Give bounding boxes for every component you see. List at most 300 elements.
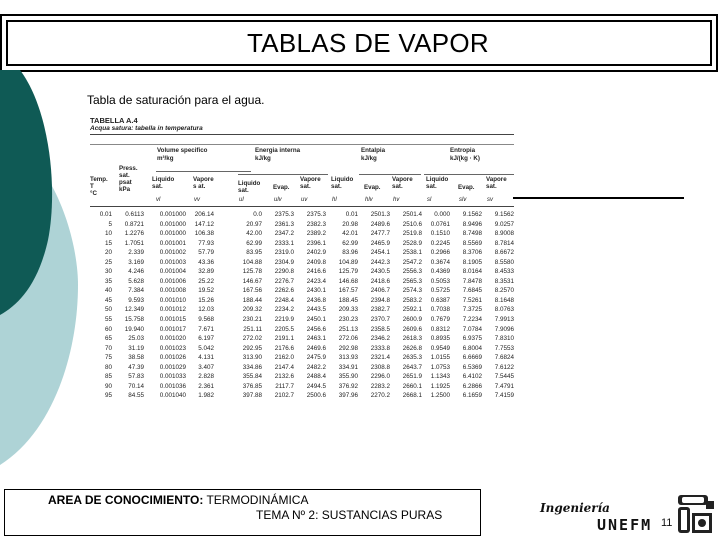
table-cell: 0.0761 [430,220,450,228]
entropy-group-line [424,174,514,175]
table-cell: 104.88 [242,258,262,266]
table-row [86,325,518,335]
table-row [86,363,518,373]
table-row [86,220,518,230]
table-cell: 8.0164 [462,268,482,276]
group-enthalpy-unit: kJ/kg [361,155,377,162]
table-cell: 7.6824 [494,354,514,362]
table-cell: 2668.1 [402,392,422,400]
logo-top-text: Ingeniería [540,501,610,515]
table-cell: 292.95 [242,344,262,352]
table-cell: 2361.3 [274,220,294,228]
table-cell: 2319.0 [274,249,294,257]
group-enthalpy: Entalpia [361,147,386,154]
table-cell: 2321.4 [370,354,390,362]
table-cell: 272.02 [242,335,262,343]
table-cell: 147.12 [194,220,214,228]
table-cell: 7.8310 [494,335,514,343]
col-header-vl: Liquido sat. [152,176,175,190]
table-cell: 0.001029 [159,363,186,371]
table-row [86,239,518,249]
table-cell: 2465.9 [370,239,390,247]
sym-vl: vl [156,197,161,203]
table-cell: 2.339 [128,249,144,257]
table-cell: 2346.2 [370,335,390,343]
table-cell: 104.89 [338,258,358,266]
col-header-sl: Liquido sat. [426,176,449,190]
table-cell: 9.568 [198,316,214,324]
table-cell: 0.000 [434,211,450,218]
table-cell: 2283.2 [370,382,390,390]
table-cell: 2.361 [198,382,214,390]
table-cell: 1.2276 [124,230,144,238]
table-cell: 2436.8 [306,296,326,304]
table-cell: 43.36 [198,258,214,266]
table-cell: 2469.6 [306,344,326,352]
group-entropy: Entropia [450,147,476,154]
col-header-hv: Vapore sat. [392,176,413,190]
title-frame [0,14,718,72]
table-cell: 2375.3 [306,211,326,218]
table-row [86,391,518,401]
table-cell: 146.68 [338,277,358,285]
table-row [86,372,518,382]
table-cell: 8.0763 [494,306,514,314]
col-header-hlv: Evap. [364,184,381,191]
table-cell: 2389.2 [306,230,326,238]
table-cell: 2556.3 [402,268,422,276]
table-cell: 8.6672 [494,249,514,257]
table-cell: 0.8935 [430,335,450,343]
group-energy: Energia interna [255,147,301,154]
table-cell: 2519.8 [402,230,422,238]
table-cell: 6.8004 [462,344,482,352]
table-cell: 0.001017 [159,325,186,333]
table-cell: 0.7679 [430,316,450,324]
table-cell: 5 [108,220,112,228]
table-cell: 0.001020 [159,335,186,343]
enthalpy-group-line [359,174,421,175]
table-cell: 7.384 [128,287,144,295]
table-cell: 6.197 [198,335,214,343]
table-cell: 0.001001 [159,239,186,247]
table-cell: 0.8312 [430,325,450,333]
table-cell: 2501.4 [402,211,422,218]
table-cell: 8.9008 [494,230,514,238]
table-cell: 5.628 [128,277,144,285]
energy-group-line [238,174,328,175]
table-cell: 2132.6 [274,373,294,381]
table-cell: 0.5053 [430,277,450,285]
table-row [86,382,518,392]
table-cell: 251.11 [243,325,262,333]
table-row [86,229,518,239]
table-cell: 0.001000 [159,220,186,228]
table-cell: 7.4159 [494,392,514,400]
sym-sl: sl [427,197,432,203]
table-row [86,210,518,220]
table-cell: 20.98 [342,220,358,228]
col-header-vv: Vapore s at. [193,176,214,190]
table-cell: 6.1659 [462,392,482,400]
table-cell: 146.67 [242,277,262,285]
col-header-ulv: Evap. [273,184,290,191]
table-cell: 0.4369 [430,268,450,276]
table-cell: 0.3674 [430,258,450,266]
table-extension-line [513,197,684,199]
table-cell: 8.7498 [462,230,482,238]
col-header-sv: Vapore sat. [486,176,507,190]
table-cell: 83.95 [246,249,262,257]
table-cell: 2370.7 [370,316,390,324]
table-cell: 1.1925 [430,382,450,390]
table-cell: 10 [104,230,112,238]
table-cell: 7.5445 [494,373,514,381]
logo-bottom-text: UNEFM [597,516,653,534]
table-cell: 2102.7 [274,392,294,400]
table-cell: 0.001004 [159,268,186,276]
table-cell: 57.83 [128,373,144,381]
table-cell: 397.88 [242,392,262,400]
table-cell: 42.00 [246,230,262,238]
table-cell: 2500.6 [306,392,326,400]
table-row [86,267,518,277]
table-cell: 2528.9 [402,239,422,247]
table-cell: 2205.5 [274,325,294,333]
table-cell: 313.90 [242,354,262,362]
table-cell: 0.8721 [124,220,144,228]
table-cell: 292.98 [338,344,358,352]
table-cell: 38.58 [128,354,144,362]
table-cell: 9.593 [128,296,144,304]
table-cell: 25 [104,258,112,266]
table-cell: 2234.2 [274,306,294,314]
table-cell: 2333.1 [274,239,294,247]
sym-uv: uv [301,197,308,203]
table-cell: 2382.3 [306,220,326,228]
table-cell: 7.4791 [494,382,514,390]
table-cell: 9.1562 [462,211,482,218]
table-cell: 4.246 [128,268,144,276]
sym-slv: slv [459,197,467,203]
table-name: Acqua satura: tabella in temperatura [90,125,203,132]
table-cell: 80 [104,363,112,371]
table-cell: 2489.6 [370,220,390,228]
table-cell: 188.44 [242,296,262,304]
table-cell: 8.3706 [462,249,482,257]
table-cell: 8.5569 [462,239,482,247]
table-cell: 125.79 [338,268,358,276]
table-cell: 209.32 [242,306,262,314]
table-cell: 0.001036 [159,382,186,390]
table-cell: 84.55 [128,392,144,400]
table-cell: 7.671 [198,325,214,333]
table-cell: 42.01 [342,230,358,238]
table-cell: 30 [104,268,112,276]
table-cell: 209.33 [338,306,358,314]
sym-hl: hl [332,197,337,203]
table-cell: 0.001000 [159,230,186,238]
table-cell: 2430.1 [306,287,326,295]
table-cell: 57.79 [198,249,214,257]
sym-vv: vv [194,197,200,203]
table-cell: 2510.6 [402,220,422,228]
table-cell: 2423.4 [306,277,326,285]
table-cell: 2248.4 [274,296,294,304]
table-cell: 8.1905 [462,258,482,266]
table-row [86,344,518,354]
table-cell: 3.407 [198,363,214,371]
table-cell: 75 [104,354,112,362]
unefm-logo [537,493,719,538]
table-cell: 2276.7 [274,277,294,285]
table-cell: 2482.2 [306,363,326,371]
table-row [86,334,518,344]
page-number: 11 [661,517,673,529]
table-cell: 70 [104,344,112,352]
table-cell: 0.0 [253,211,262,218]
table-row [86,353,518,363]
table-cell: 4.131 [198,354,214,362]
table-second-rule [90,144,514,145]
table-cell: 7.5261 [462,296,482,304]
table-cell: 62.99 [246,239,262,247]
table-cell: 0.01 [99,211,112,218]
table-cell: 85 [104,373,112,381]
steam-table [86,114,518,444]
table-cell: 95 [104,392,112,400]
table-cell: 2333.8 [370,344,390,352]
table-cell: 70.14 [128,382,144,390]
table-cell: 2406.7 [370,287,390,295]
table-cell: 230.21 [242,316,262,324]
table-cell: 0.001006 [159,277,186,285]
table-cell: 15.26 [198,296,214,304]
table-cell: 47.39 [128,363,144,371]
table-cell: 1.2500 [430,392,450,400]
table-cell: 0.1510 [430,230,450,238]
table-cell: 2454.1 [370,249,390,257]
table-cell: 62.99 [342,239,358,247]
table-cell: 2592.1 [402,306,422,314]
table-cell: 125.78 [242,268,262,276]
table-cell: 6.4102 [462,373,482,381]
table-cell: 7.6845 [462,287,482,295]
table-cell: 0.001000 [159,211,186,218]
table-cell: 0.2245 [430,239,450,247]
table-cell: 0.001002 [159,249,186,257]
table-cell: 8.2570 [494,287,514,295]
table-cell: 8.3531 [494,277,514,285]
header-bottom-rule [90,206,514,207]
table-cell: 12.349 [124,306,144,314]
table-cell: 2609.6 [402,325,422,333]
table-cell: 2191.1 [274,335,294,343]
table-cell: 6.5369 [462,363,482,371]
table-cell: 2547.2 [402,258,422,266]
table-cell: 12.03 [198,306,214,314]
table-cell: 1.0155 [430,354,450,362]
table-cell: 32.89 [198,268,214,276]
table-cell: 2574.3 [402,287,422,295]
table-cell: 7.8478 [462,277,482,285]
table-cell: 0.001008 [159,287,186,295]
table-cell: 2262.6 [274,287,294,295]
table-cell: 2219.9 [274,316,294,324]
area-label: AREA DE CONOCIMIENTO: [48,493,204,507]
table-cell: 3.169 [128,258,144,266]
table-cell: 2394.8 [370,296,390,304]
table-cell: 7.2234 [462,316,482,324]
table-cell: 2488.4 [306,373,326,381]
table-cell: 0.7038 [430,306,450,314]
table-cell: 2290.8 [274,268,294,276]
table-cell: 7.3725 [462,306,482,314]
table-cell: 251.13 [338,325,358,333]
table-cell: 15.758 [124,316,144,324]
table-cell: 2477.7 [370,230,390,238]
table-cell: 7.0784 [462,325,482,333]
area-value: TERMODINÁMICA [206,493,309,507]
decorative-circles [0,70,80,490]
table-cell: 15 [104,239,112,247]
col-header-hl: Liquido sat. [331,176,354,190]
table-cell: 0.001012 [159,306,186,314]
table-cell: 8.4533 [494,268,514,276]
table-cell: 6.6669 [462,354,482,362]
table-cell: 0.6113 [125,211,144,218]
table-row [86,315,518,325]
table-cell: 0.001026 [159,354,186,362]
table-cell: 2651.9 [402,373,422,381]
group-energy-unit: kJ/kg [255,155,271,162]
table-cell: 334.86 [242,363,262,371]
table-cell: 313.93 [338,354,358,362]
table-cell: 8.9496 [462,220,482,228]
table-cell: 376.85 [242,382,262,390]
table-cell: 2494.5 [306,382,326,390]
table-row [86,277,518,287]
table-cell: 83.96 [342,249,358,257]
table-cell: 2565.3 [402,277,422,285]
sym-sv: sv [487,197,493,203]
table-cell: 55 [104,316,112,324]
title-inner-frame [6,20,712,66]
group-volume: Volume specifico [157,147,208,154]
sym-hv: hv [393,197,400,203]
table-cell: 2418.6 [370,277,390,285]
table-cell: 1.982 [198,392,214,400]
table-cell: 90 [104,382,112,390]
table-cell: 0.001015 [159,316,186,324]
table-row [86,296,518,306]
table-cell: 9.0257 [494,220,514,228]
table-cell: 0.9549 [430,344,450,352]
table-cell: 2635.3 [402,354,422,362]
table-cell: 2304.9 [274,258,294,266]
table-cell: 355.90 [338,373,358,381]
table-cell: 6.9375 [462,335,482,343]
table-cell: 397.96 [338,392,358,400]
table-cell: 376.92 [338,382,358,390]
table-cell: 60 [104,325,112,333]
table-cell: 45 [104,296,112,304]
col-header-pressure: Press. sat. psat kPa [119,165,138,193]
table-cell: 35 [104,277,112,285]
table-row [86,305,518,315]
area-line [48,493,308,507]
table-cell: 2176.6 [274,344,294,352]
table-cell: 2456.6 [306,325,326,333]
table-cell: 8.5580 [494,258,514,266]
table-cell: 2358.5 [370,325,390,333]
slide-title: TABLAS DE VAPOR [247,27,489,58]
table-cell: 272.06 [338,335,358,343]
table-cell: 2270.2 [370,392,390,400]
table-cell: 7.6122 [494,363,514,371]
table-cell: 2538.1 [402,249,422,257]
table-cell: 7.9913 [494,316,514,324]
gear-pipe-icon [676,493,716,537]
table-cell: 2382.7 [370,306,390,314]
col-header-uv: Vapore sat. [300,176,321,190]
volume-group-line [156,171,251,172]
footer-box [4,489,481,536]
table-cell: 2402.9 [306,249,326,257]
table-cell: 2308.8 [370,363,390,371]
table-cell: 2442.3 [370,258,390,266]
table-cell: 206.14 [194,211,214,218]
col-header-temp: Temp. T °C [90,176,108,197]
table-cell: 8.7814 [494,239,514,247]
table-cell: 0.5725 [430,287,450,295]
col-header-slv: Evap. [458,184,475,191]
table-cell: 0.01 [345,211,358,218]
table-cell: 50 [104,306,112,314]
table-cell: 2618.3 [402,335,422,343]
table-cell: 2375.3 [274,211,294,218]
table-cell: 0.6387 [430,296,450,304]
table-cell: 19.940 [124,325,144,333]
subtitle: Tabla de saturación para el agua. [87,93,265,107]
sym-ul: ul [239,197,244,203]
table-cell: 2396.1 [306,239,326,247]
table-cell: 167.57 [338,287,358,295]
table-cell: 19.52 [198,287,214,295]
table-cell: 2430.5 [370,268,390,276]
table-row [86,258,518,268]
table-cell: 20.97 [246,220,262,228]
table-cell: 2626.8 [402,344,422,352]
table-cell: 355.84 [242,373,262,381]
table-cell: 2450.1 [306,316,326,324]
table-cell: 230.23 [338,316,358,324]
table-cell: 0.001003 [159,258,186,266]
table-cell: 2660.1 [402,382,422,390]
table-cell: 5.042 [198,344,214,352]
table-top-rule [90,134,514,135]
table-cell: 334.91 [338,363,358,371]
table-cell: 9.1562 [494,211,514,218]
table-code: TABELLA A.4 [90,116,138,125]
topic-text: TEMA Nº 2: SUSTANCIAS PURAS [256,508,443,522]
table-cell: 40 [104,287,112,295]
table-cell: 2416.6 [306,268,326,276]
table-cell: 2162.0 [274,354,294,362]
table-row [86,286,518,296]
table-cell: 2409.8 [306,258,326,266]
table-cell: 2443.5 [306,306,326,314]
